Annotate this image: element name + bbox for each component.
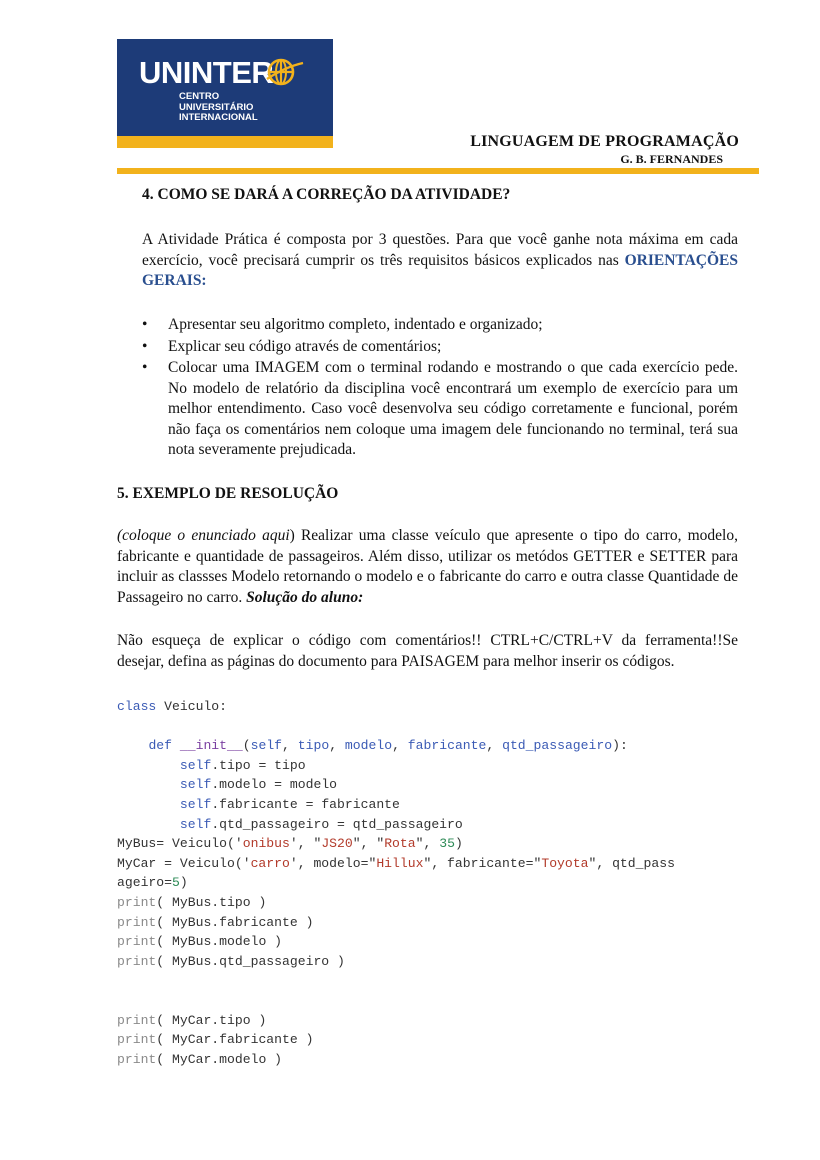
code-token: ( MyBus.fabricante ) [156,914,314,930]
code-token: , [282,738,298,754]
code-token: self [250,738,283,754]
section-4-intro [142,230,738,292]
code-token: qtd_passageiro [502,738,613,754]
code-line [117,1030,757,1050]
solution-label: Solução do aluno: [246,588,364,606]
logo-wordmark: UNINTER [139,55,274,90]
code-token: class [117,699,157,714]
code-token [117,758,180,773]
code-token: , [329,738,345,754]
code-line [117,1011,757,1031]
code-line [117,913,757,933]
code-token: .tipo = tipo [211,757,306,773]
code-token [117,777,180,792]
code-line [117,736,757,756]
code-token: ", fabricante=" [423,855,542,871]
code-line [117,873,757,893]
enunciado-text: ) Realizar uma classe veículo que apresente o tipo do carro, modelo, fabricante e quantidade de passageiros. Além disso, utilizar os metódos GETTER e SETTER para incluir as classses Modelo retornando o modelo e o fabricante do carro e outra classe Quantidade de Passageiro no carro. [117,527,738,606]
list-item: • Colocar uma IMAGEM com o terminal rodando e mostrando o que cada exercício pede. No modelo de relatório da disciplina você encontrará um exemplo de exercício para um melhor entendimento. Caso você desenvolva seu código corretamente e funcional, porém não faça os comentários nem coloque uma imagem dele funcionando no terminal, terá sua nota severamente prejudicada. [142,358,738,461]
code-token [117,817,180,832]
code-token: .modelo = modelo [211,777,338,793]
code-token: ( MyBus.qtd_passageiro ) [156,953,345,969]
logo-subtitle-line: CENTRO [179,91,220,102]
code-token: fabricante [407,738,487,754]
code-token: MyCar = Veiculo(' [117,855,251,871]
code-token: .fabricante = fabricante [211,796,400,812]
globe-icon [265,55,305,89]
logo-subtitle-line: UNIVERSITÁRIO [179,101,254,113]
code-token: .qtd_passageiro = qtd_passageiro [211,816,463,832]
course-title: LINGUAGEM DE PROGRAMAÇÃO [470,133,739,150]
code-token: ( MyCar.tipo ) [156,1012,267,1028]
code-line [117,834,757,854]
code-token: modelo [344,738,393,754]
code-line [117,932,757,952]
section-5-heading: 5. EXEMPLO DE RESOLUÇÃO [117,485,339,502]
code-token: MyBus= Veiculo(' [117,836,243,852]
code-line [117,756,757,776]
code-token: Hillux [376,855,424,871]
code-note: Não esqueça de explicar o código com comentários!! CTRL+C/CTRL+V da ferramenta!!Se desejar, defina as páginas do documento para PAISAGEM para melhor inserir os códigos. [117,632,738,670]
code-line [117,795,757,815]
code-token: ', modelo=" [289,855,377,871]
exercise-statement [117,526,738,608]
code-token: self [179,777,212,793]
enunciado-label: (coloque o enunciado aqui [117,527,290,544]
code-token: ( MyBus.tipo ) [156,894,267,910]
code-token: ( [242,738,251,754]
list-item: • Apresentar seu algoritmo completo, indentado e organizado; [142,315,738,336]
code-token: ', " [289,836,322,852]
code-token: Rota [384,836,416,852]
code-token: ) [454,836,463,852]
code-token: ", " [352,836,385,852]
list-item: • Explicar seu código através de comentários; [142,337,738,358]
header-divider [117,168,759,174]
code-token: ) [179,875,188,891]
code-token: carro [250,855,290,871]
code-token: JS20 [321,836,353,852]
code-token: , [392,738,408,754]
author-name: G. B. FERNANDES [620,152,723,166]
code-token: print [117,953,157,969]
code-token: ): [612,738,628,754]
logo-stripe [117,136,333,148]
code-token: self [179,796,212,812]
code-token [117,797,180,812]
intro-text: A Atividade Prática é composta por 3 questões. Para que você ganhe nota máxima em cada exercício, você precisará cumprir os três requisitos básicos explicados nas [142,231,738,269]
code-token: 35 [439,836,455,852]
code-token: print [117,1032,157,1048]
code-token: ( MyCar.fabricante ) [156,1032,314,1048]
uninter-logo [117,39,333,148]
code-token: print [117,914,157,930]
code-line [117,854,757,874]
code-token [172,738,180,753]
code-token: onibus [242,836,290,852]
code-line [117,775,757,795]
code-block [117,697,757,1069]
code-token: ( MyBus.modelo ) [156,934,283,950]
code-token: 5 [172,875,180,891]
code-token: , [486,738,503,754]
code-token: tipo [297,738,330,754]
code-line [117,1050,757,1070]
logo-subtitle-line: INTERNACIONAL [179,112,258,123]
orientacoes-gerais-link: ORIENTAÇÕES GERAIS: [142,251,739,289]
code-token: self [179,757,212,773]
code-token: self [179,816,212,832]
code-line [117,697,757,717]
code-token [117,738,148,753]
code-token: def [148,738,173,754]
code-line [117,952,757,972]
requirements-list [142,315,738,462]
code-line [117,991,757,1011]
section-4-heading: 4. COMO SE DARÁ A CORREÇÃO DA ATIVIDADE? [142,186,511,203]
code-token: Toyota [541,855,589,871]
code-token: print [117,1051,157,1067]
code-line [117,971,757,991]
code-token: print [117,1012,157,1028]
code-token: print [117,894,157,910]
code-token: __init__ [179,738,243,754]
logo-subtitle [179,92,258,124]
code-token: ", [415,836,440,852]
code-line [117,893,757,913]
code-token: ( MyCar.modelo ) [156,1051,283,1067]
code-token: Veiculo: [156,699,228,714]
code-token: ageiro= [117,875,173,891]
code-token: ", qtd_pass [588,855,675,871]
code-token: print [117,934,157,950]
code-line [117,717,757,737]
code-line [117,815,757,835]
